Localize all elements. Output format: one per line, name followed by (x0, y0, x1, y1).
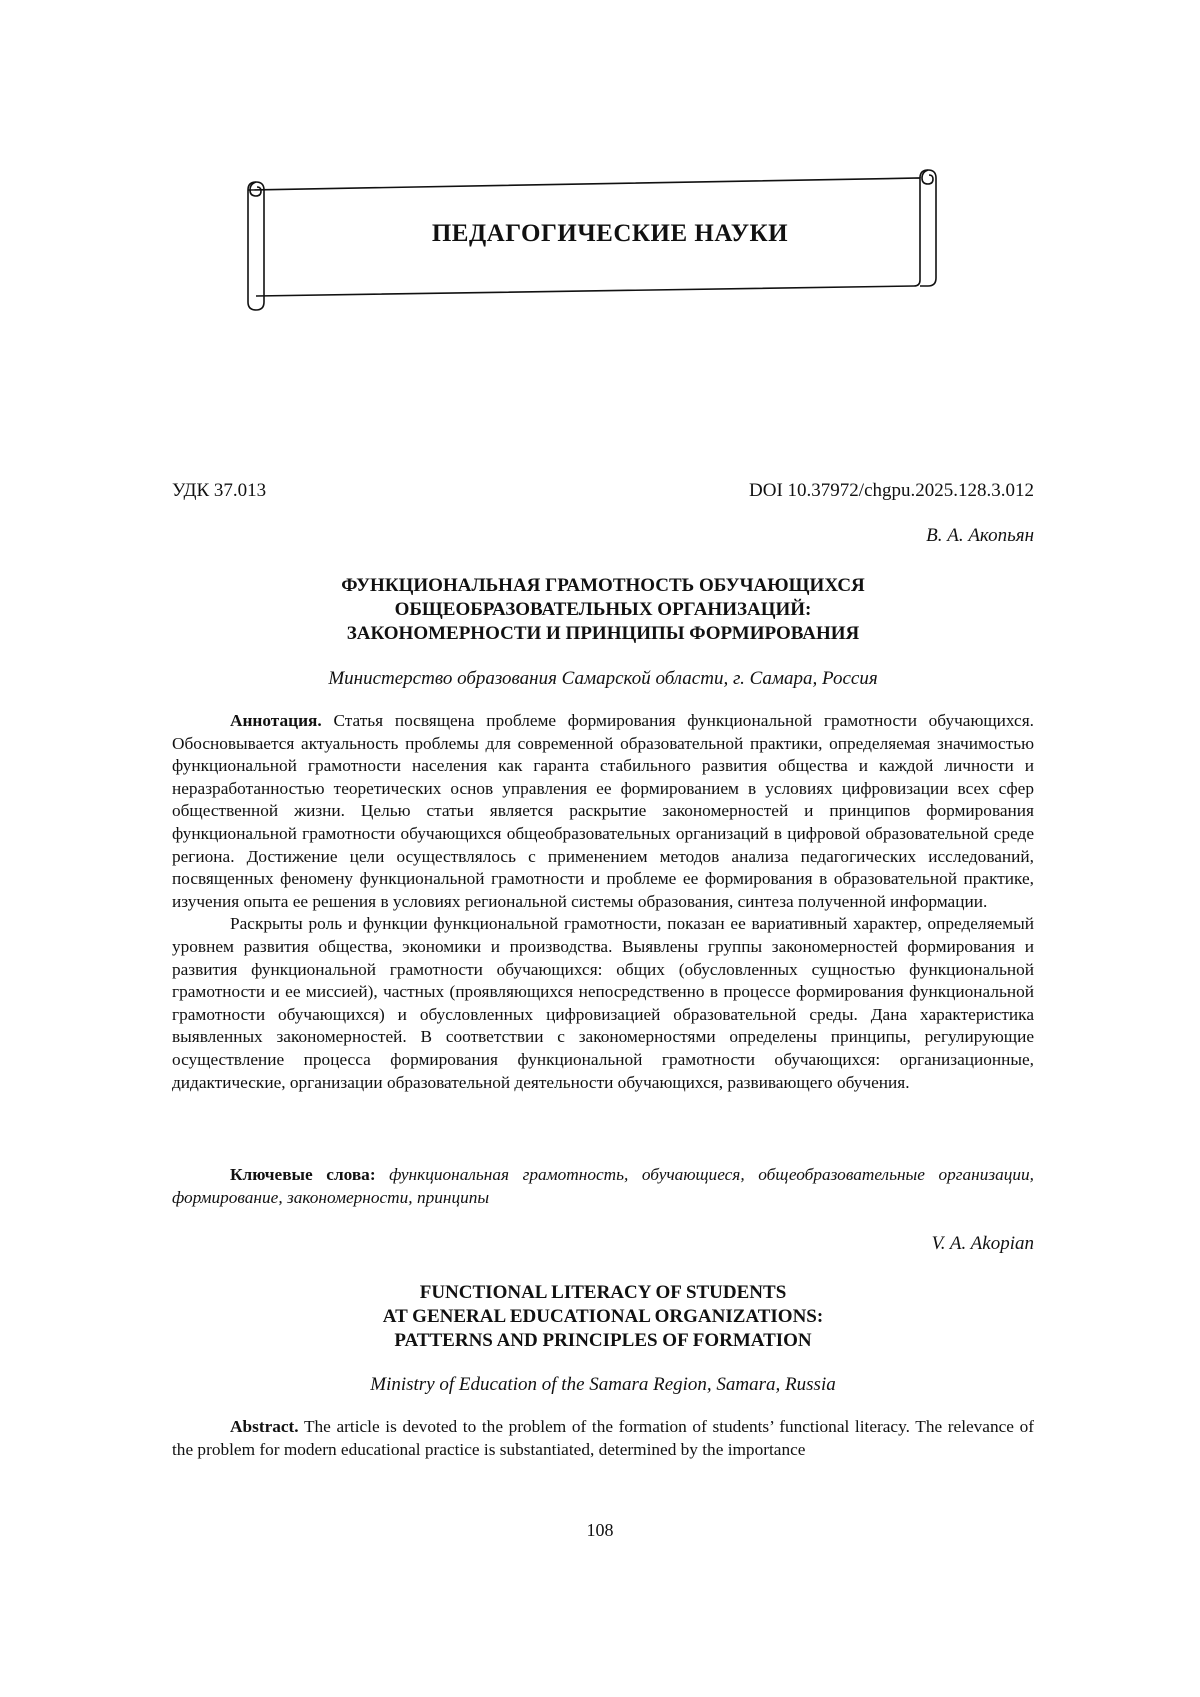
article-title-en (172, 1281, 1034, 1353)
abstract-ru-paragraph-2: Раскрыты роль и функции функциональной грамотности, показан ее вариативный характер, определяемый уровнем развития общества, экономики и производства. Выявлены группы закономерностей формирования и развития функциональной грамотности обучающихся: общих (обусловленных сущностью функциональной грамотности и ее миссией), частных (проявляющихся непосредственно в процессе формирования функциональной грамотности обучающихся) и обусловленных цифровизацией образовательной среды. Дана характеристика выявленных закономерностей. В соответствии с закономерностями определены принципы, регулирующие осуществление процесса формирования функциональной грамотности обучающихся: организационные, дидактические, организации образовательной деятельности обучающихся, развивающего обучения. (172, 914, 1034, 1092)
title-en-line: PATTERNS AND PRINCIPLES OF FORMATION (394, 1330, 812, 1351)
affiliation-ru: Министерство образования Самарской области, г. Самара, Россия (328, 668, 878, 689)
title-ru-line: ЗАКОНОМЕРНОСТИ И ПРИНЦИПЫ ФОРМИРОВАНИЯ (346, 623, 860, 644)
abstract-en (172, 1416, 1034, 1461)
affiliation-en: Ministry of Education of the Samara Region, Samara, Russia (370, 1374, 836, 1395)
author-ru: В. А. Акопьян (926, 525, 1034, 546)
abstract-label-en: Abstract. (230, 1417, 299, 1436)
abstract-en-text: The article is devoted to the problem of the formation of students’ functional literacy. The relevance of the problem for modern educational practice is substantiated, determined by the importance (172, 1417, 1034, 1459)
abstract-label-ru: Аннотация. (230, 711, 322, 730)
article-title-ru (172, 574, 1034, 646)
author-en: V. A. Akopian (931, 1233, 1034, 1254)
keywords-text-ru: функциональная грамотность, обучающиеся, общеобразовательные организации, формирование, закономерности, принципы (172, 1165, 1034, 1207)
page-number: 108 (586, 1520, 614, 1540)
title-en-line: AT GENERAL EDUCATIONAL ORGANIZATIONS: (382, 1306, 824, 1327)
title-ru-line: ОБЩЕОБРАЗОВАТЕЛЬНЫХ ОРГАНИЗАЦИЙ: (394, 599, 812, 620)
udk-code: УДК 37.013 (172, 480, 267, 501)
doi: DOI 10.37972/chgpu.2025.128.3.012 (749, 480, 1034, 501)
abstract-ru-paragraph-1 (172, 710, 1034, 913)
keywords-ru (172, 1164, 1034, 1209)
section-banner (230, 168, 970, 318)
abstract-ru-text-1: Статья посвящена проблеме формирования функциональной грамотности обучающихся. Обосновывается актуальность проблемы для современной образовательной практики, определяемая значимостью функциональной грамотности населения как гаранта стабильного развития общества и каждой личности и неразработанностью теоретических основ управления ее формированием в условиях цифровизации всех сфер общественной жизни. Целью статьи является раскрытие закономерностей и принципов формирования функциональной грамотности обучающихся общеобразовательных организаций в цифровой образовательной среде региона. Достижение цели осуществлялось с применением методов анализа педагогических исследований, посвященных феномену функциональной грамотности и проблеме ее формирования в образовательной практике, изучения опыта ее решения в условиях региональной системы образования, синтеза полученной информации. (172, 711, 1034, 911)
keywords-label-ru: Ключевые слова: (230, 1165, 376, 1184)
abstract-ru (172, 710, 1034, 1094)
title-en-line: FUNCTIONAL LITERACY OF STUDENTS (419, 1282, 787, 1303)
section-title: ПЕДАГОГИЧЕСКИЕ НАУКИ (431, 220, 789, 247)
title-ru-line: ФУНКЦИОНАЛЬНАЯ ГРАМОТНОСТЬ ОБУЧАЮЩИХСЯ (341, 575, 865, 596)
